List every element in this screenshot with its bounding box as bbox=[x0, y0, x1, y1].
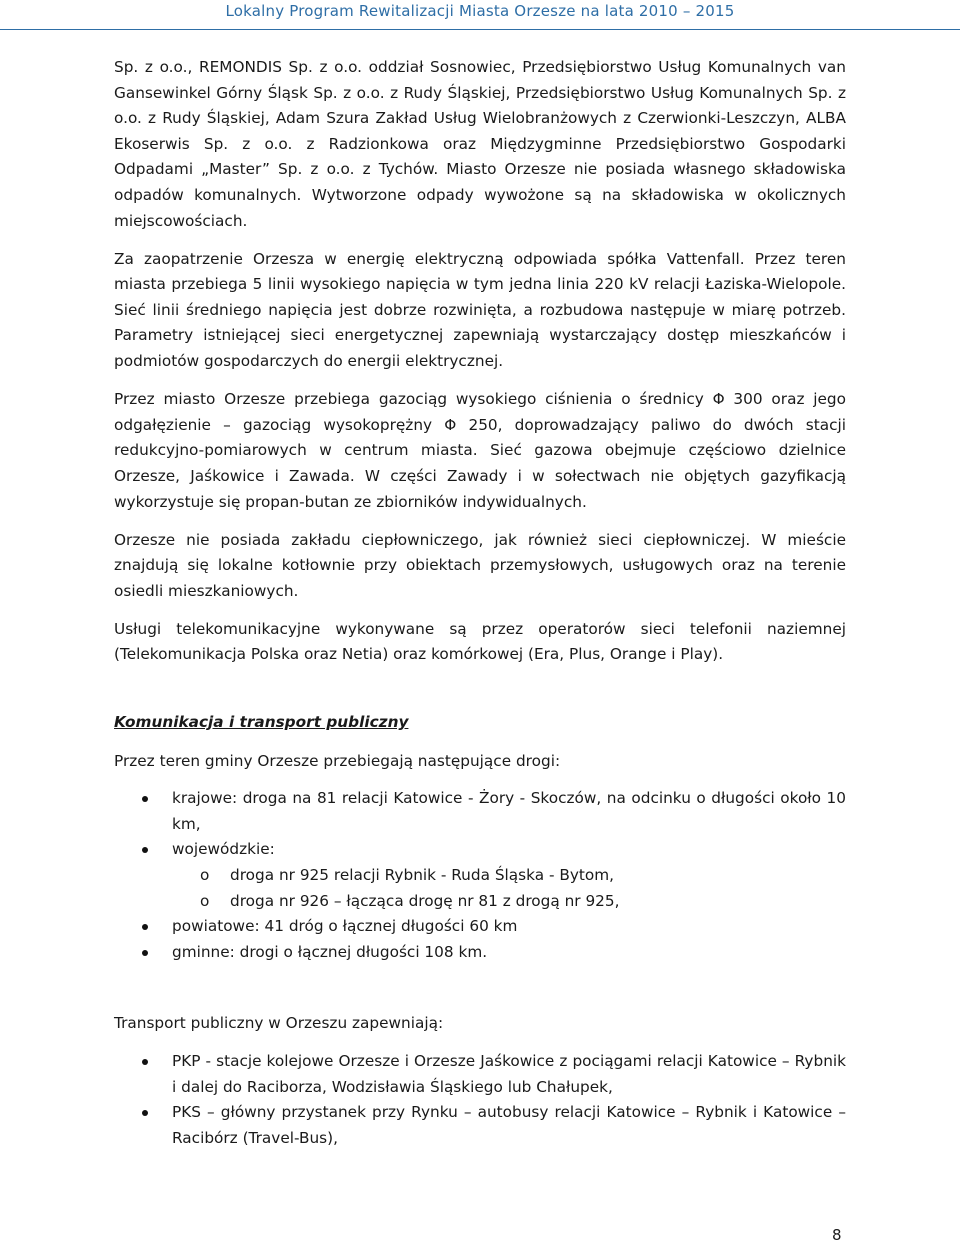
section-heading: Komunikacja i transport publiczny bbox=[114, 713, 409, 732]
list-item: powiatowe: 41 dróg o łącznej długości 60 km bbox=[114, 914, 846, 940]
sub-list-item-text: droga nr 926 – łącząca drogę nr 81 z drogą nr 925, bbox=[230, 891, 620, 910]
paragraph-energy: Za zaopatrzenie Orzesza w energię elektryczną odpowiada spółka Vattenfall. Przez teren miasta przebiega 5 linii wysokiego napięcia w tym jedna linia 220 kV relacji Łaziska-Wielopole. Sieć linii średniego napięcia jest dobrze rozwinięta, a rozbudowa następuje w miarę potrzeb. Parametry istniejącej sieci energetycznej zapewniają wystarczający dostęp mieszkańców i podmiotów gospodarczych do energii elektrycznej. bbox=[114, 249, 846, 371]
paragraph-telecom: Usługi telekomunikacyjne wykonywane są przez operatorów sieci telefonii naziemnej (Telekomunikacja Polska oraz Netia) oraz komórkowej (Era, Plus, Orange i Play). bbox=[114, 619, 846, 664]
list-item: PKS – główny przystanek przy Rynku – autobusy relacji Katowice – Rybnik i Katowice – Racibórz (Travel-Bus), bbox=[114, 1100, 846, 1151]
list-item: PKP - stacje kolejowe Orzesze i Orzesze Jaśkowice z pociągami relacji Katowice – Rybnik i dalej do Raciborza, Wodzisławia Śląskiego lub Chałupek, bbox=[114, 1049, 846, 1100]
list-item: krajowe: droga na 81 relacji Katowice - Żory - Skoczów, na odcinku o długości około 10 km, bbox=[114, 786, 846, 837]
page-content bbox=[114, 55, 846, 1151]
sub-bullet-marker: o bbox=[200, 891, 210, 910]
sub-list bbox=[172, 863, 846, 914]
list-item: gminne: drogi o łącznej długości 108 km. bbox=[114, 940, 846, 966]
paragraph-gas: Przez miasto Orzesze przebiega gazociąg wysokiego ciśnienia o średnicy Φ 300 oraz jego odgałęzienie – gazociąg wysokoprężny Φ 250, doprowadzający paliwo do dwóch stacji redukcyjno-pomiarowych w centrum miasta. Sieć gazowa obejmuje częściowo dzielnice Orzesze, Jaśkowice i Zawada. W części Zawady i w sołectwach nie objętych gazyfikacją wykorzystuje się propan-butan ze zbiorników indywidualnych. bbox=[114, 390, 846, 511]
sub-list-item-text: droga nr 925 relacji Rybnik - Ruda Śląska - Bytom, bbox=[230, 866, 614, 885]
transport-list bbox=[114, 1049, 846, 1151]
sub-bullet-marker: o bbox=[200, 866, 210, 885]
header-rule bbox=[0, 29, 960, 30]
paragraph-waste: Sp. z o.o., REMONDIS Sp. z o.o. oddział Sosnowiec, Przedsiębiorstwo Usług Komunalnych van Gansewinkel Górny Śląsk Sp. z o.o. z Rudy Śląskiej, Przedsiębiorstwo Usług Komunalnych Sp. z o.o. z Rudy Śląskiej, Adam Szura Zakład Usług Wielobranżowych z Czerwionki-Leszczyn, ALBA Ekoserwis Sp. z o.o. z Radzionkowa oraz Międzygminne Przedsiębiorstwo Gospodarki Odpadami „Master” Sp. z o.o. z Tychów. Miasto Orzesze nie posiada własnego składowiska odpadów komunalnych. Wytworzone odpady wywożone są na składowiska w okolicznych miejscowościach. bbox=[114, 58, 846, 230]
roads-intro: Przez teren gminy Orzesze przebiegają następujące drogi: bbox=[114, 751, 561, 770]
sub-list-item bbox=[172, 889, 846, 915]
transport-intro: Transport publiczny w Orzeszu zapewniają: bbox=[114, 1014, 444, 1033]
list-item bbox=[114, 837, 846, 914]
list-item-label: wojewódzkie: bbox=[172, 840, 275, 859]
sub-list-item bbox=[172, 863, 846, 889]
paragraph-heating: Orzesze nie posiada zakładu ciepłowniczego, jak również sieci ciepłowniczej. W mieście znajdują się lokalne kotłownie przy obiektach przemysłowych, usługowych oraz na terenie osiedli mieszkaniowych. bbox=[114, 530, 846, 600]
roads-list bbox=[114, 786, 846, 965]
page-number: 8 bbox=[832, 1226, 842, 1244]
running-header: Lokalny Program Rewitalizacji Miasta Orzesze na lata 2010 – 2015 bbox=[225, 2, 735, 20]
